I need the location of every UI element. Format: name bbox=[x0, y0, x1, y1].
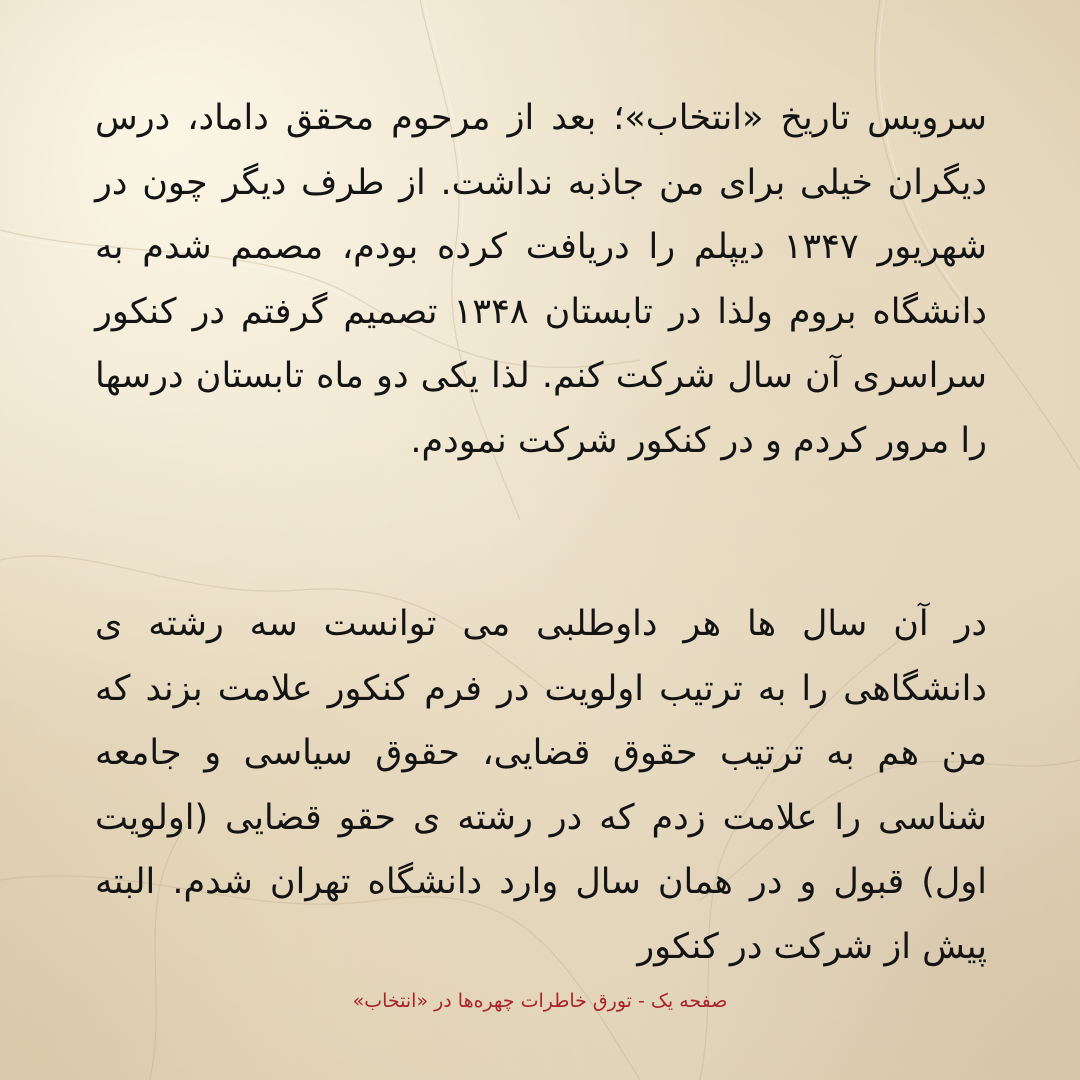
footer-caption: صفحه یک - تورق خاطرات چهره‌ها در «انتخاب» bbox=[352, 990, 728, 1012]
paragraph-1: سرویس تاریخ «انتخاب»؛ بعد از مرحوم محقق داماد، درس دیگران خیلی برای من جاذبه نداشت. از طرف دیگر چون در شهریور ۱۳۴۷ دیپلم را دریافت کرده بودم، مصمم شدم به دانشگاه بروم ولذا در تابستان ۱۳۴۸ تصمیم گرفتم در کنکور سراسری آن سال شرکت کنم. لذا یکی دو ماه تابستان درسها را مرور کردم و در کنکور شرکت نمودم. bbox=[95, 98, 987, 461]
paragraph-2: در آن سال ها هر داوطلبی می توانست سه رشته ی دانشگاهی را به ترتیب اولویت در فرم کنکور علامت بزند که من هم به ترتیب حقوق قضایی، حقوق سیاسی و جامعه شناسی را علامت زدم که در رشته ی حقو قضایی (اولویت اول) قبول و در همان سال وارد دانشگاه تهران شدم. البته پیش از شرکت در کنکور bbox=[95, 604, 987, 967]
